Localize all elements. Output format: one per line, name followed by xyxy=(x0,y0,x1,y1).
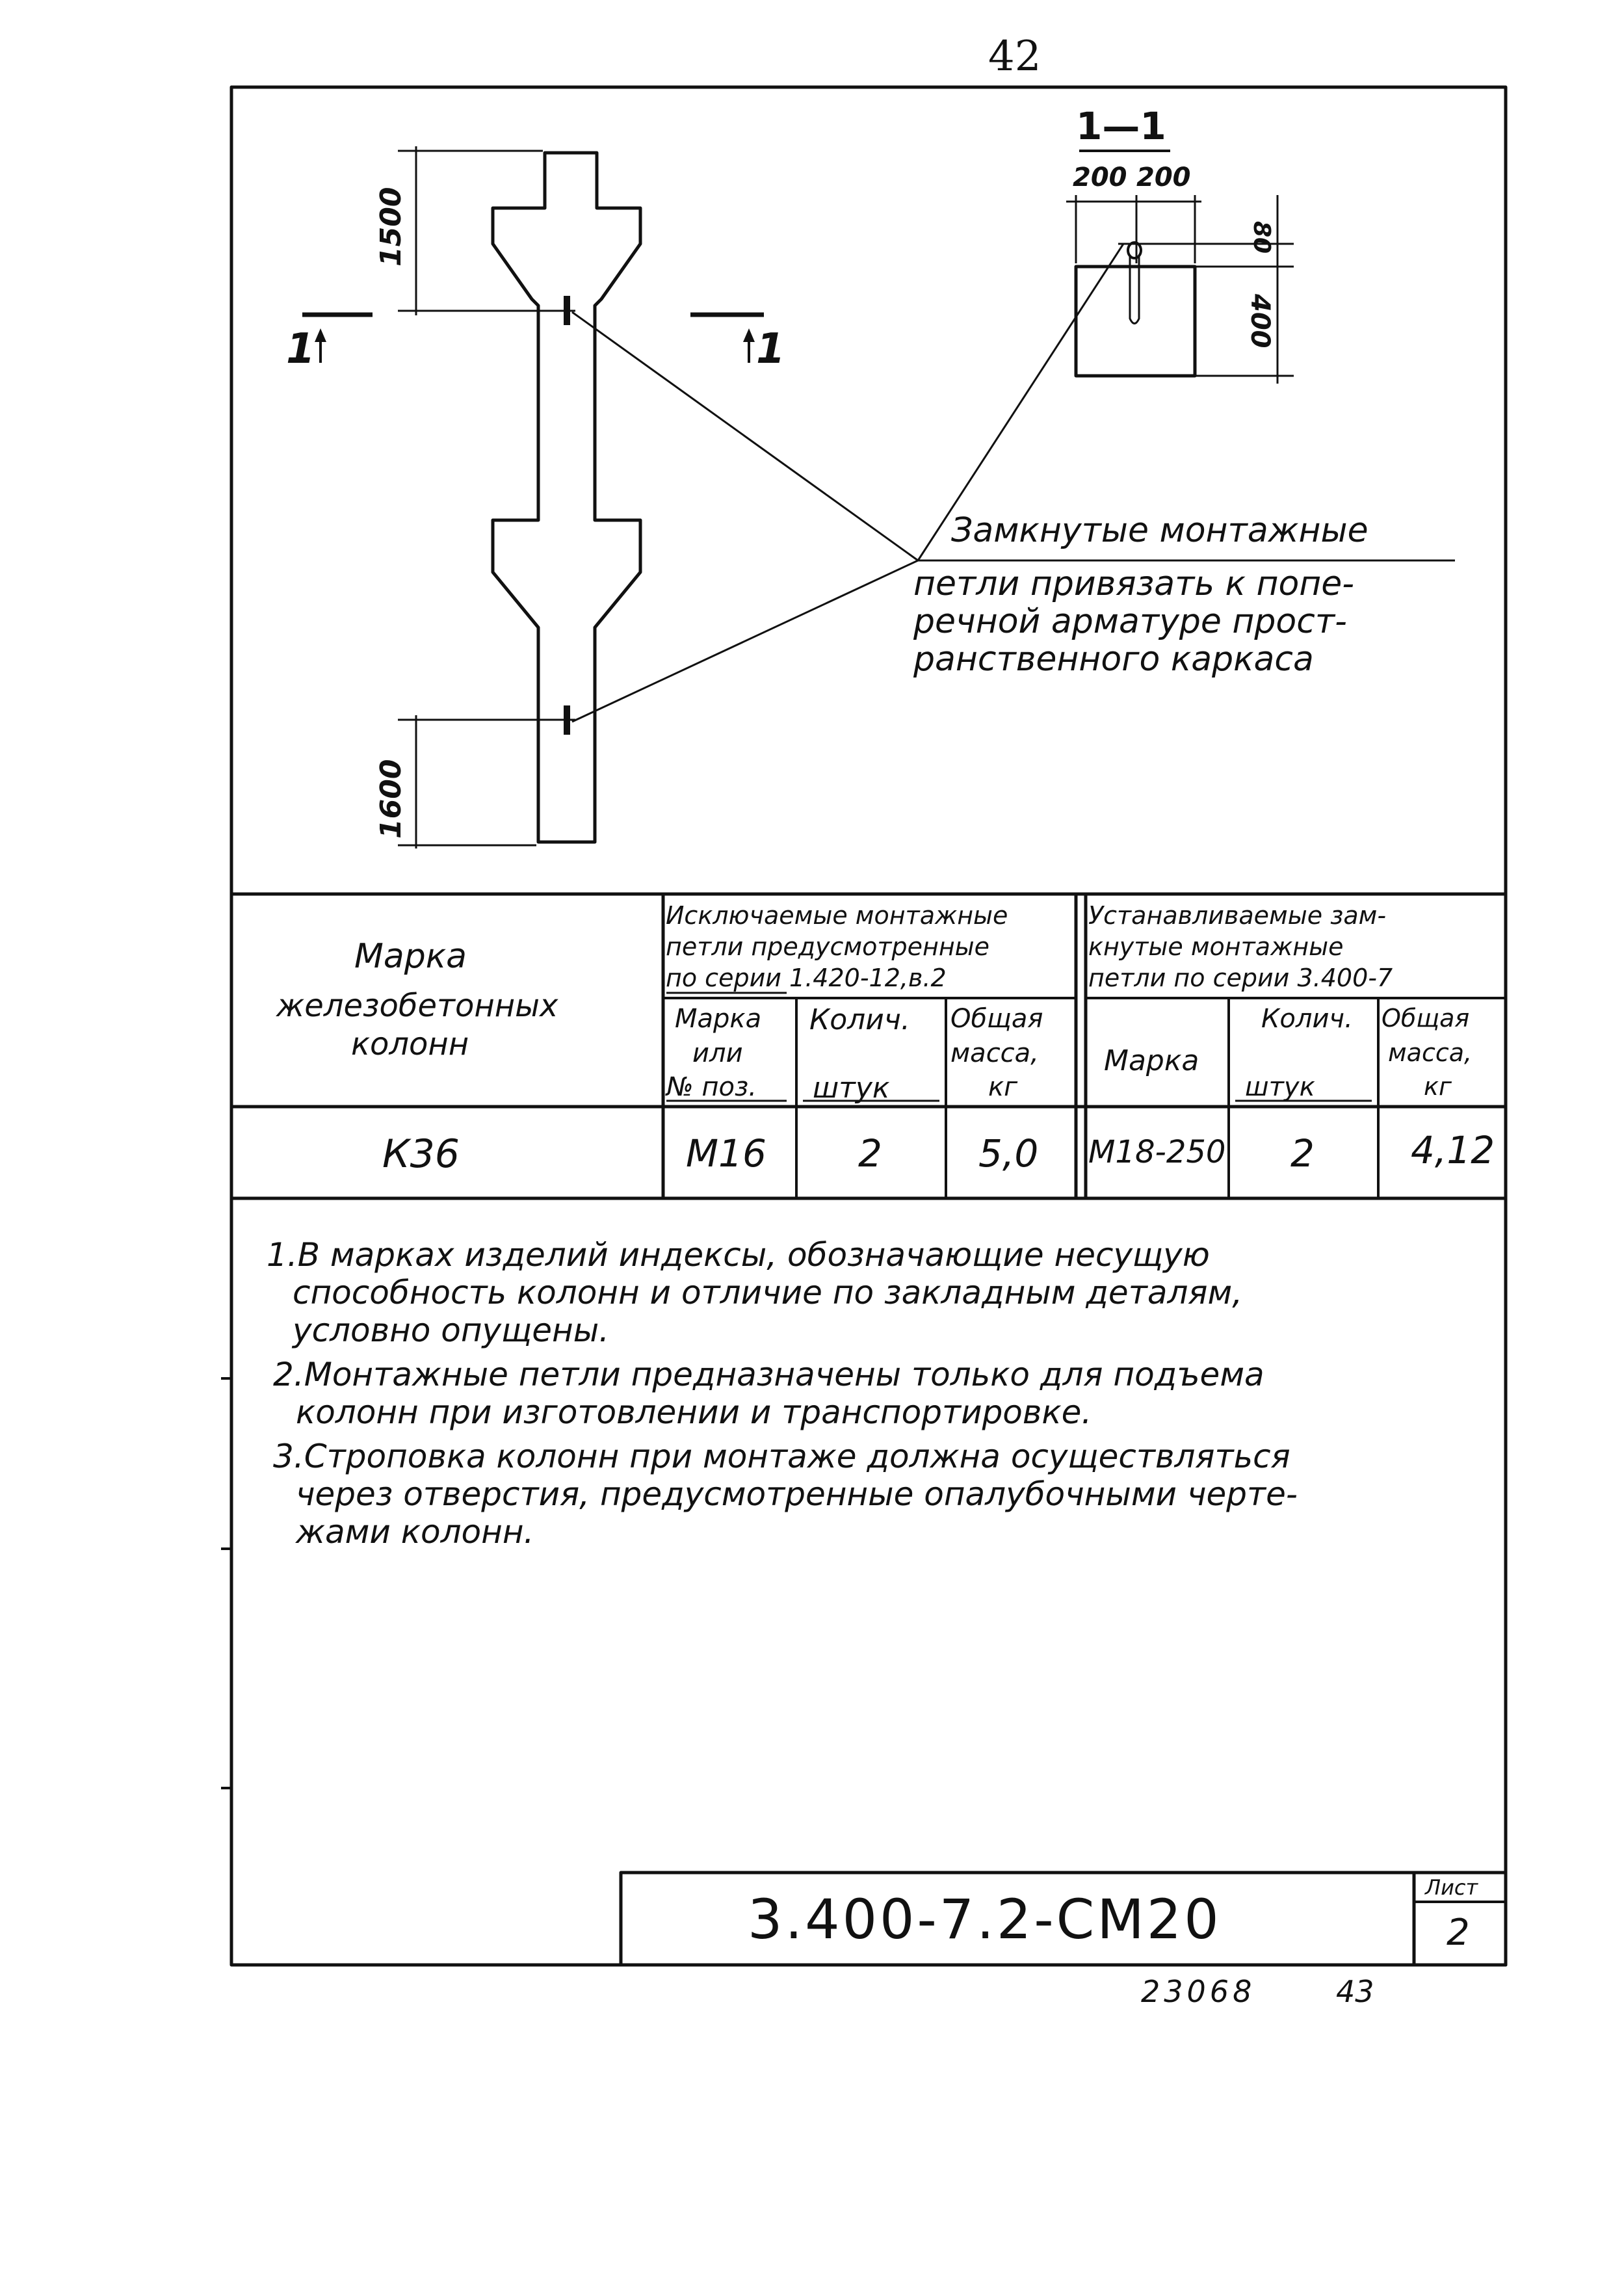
row-g2-qty: 2 xyxy=(1290,1131,1315,1176)
sheet-label: Лист xyxy=(1425,1875,1478,1900)
g1-col-mark-2: или xyxy=(692,1038,743,1068)
section-label: 1—1 xyxy=(1076,104,1166,148)
g2-col-mass-2: масса, xyxy=(1388,1038,1473,1067)
section-dim-top: 80 xyxy=(1248,221,1275,254)
callout-line-3: речной арматуре прост- xyxy=(913,602,1347,641)
elevation-dim-bottom: 1600 xyxy=(374,759,408,839)
table-mark-header-2: железобетонных xyxy=(276,988,558,1024)
g2-col-qty-3: штук xyxy=(1245,1072,1315,1102)
row-g2-mass: 4,12 xyxy=(1411,1128,1495,1172)
page-number: 42 xyxy=(988,33,1041,81)
note-line: колонн при изготовлении и транспортировке. xyxy=(296,1393,1092,1431)
g1-col-mass-1: Общая xyxy=(950,1004,1043,1034)
table-mark-header-1: Марка xyxy=(354,937,467,976)
note-line: 3.Строповка колонн при монтаже должна осуществляться xyxy=(273,1438,1290,1475)
section-dim-left: 200 xyxy=(1073,163,1127,192)
g2-col-mass-3: кг xyxy=(1424,1072,1452,1101)
note-line: 1.В марках изделий индексы, обозначающие несущую xyxy=(267,1236,1210,1274)
note-line: жами колонн. xyxy=(296,1513,534,1551)
note-line: способность колонн и отличие по закладным деталям, xyxy=(293,1274,1243,1311)
group1-header-2: петли предусмотренные xyxy=(666,932,990,961)
note-line: через отверстия, предусмотренные опалубочными черте- xyxy=(296,1475,1298,1513)
sheet-number: 2 xyxy=(1447,1912,1470,1954)
g1-col-qty-3: штук xyxy=(813,1072,890,1105)
row-g2-mark: М18-250 xyxy=(1088,1134,1226,1170)
elevation-dim-top: 1500 xyxy=(374,187,408,267)
note-line: 2.Монтажные петли предназначены только для подъема xyxy=(273,1356,1264,1393)
section-dim-height: 400 xyxy=(1245,294,1275,349)
callout-line-4: ранственного каркаса xyxy=(913,640,1314,679)
group1-header-1: Исключаемые монтажные xyxy=(666,901,1008,930)
callout-line-1: Замкнутые монтажные xyxy=(951,511,1369,550)
g1-col-mass-2: масса, xyxy=(950,1038,1039,1068)
row-g1-mass: 5,0 xyxy=(978,1131,1039,1176)
column-elevation xyxy=(493,153,640,842)
table-mark-header-3: колонн xyxy=(351,1026,469,1062)
cut-label-left: 1 xyxy=(286,325,315,373)
g2-col-qty-1: Колич. xyxy=(1261,1004,1353,1034)
cut-label-right: 1 xyxy=(756,325,785,373)
group1-header-3: по серии 1.420-12,в.2 xyxy=(666,964,947,992)
group2-header-1: Устанавливаемые зам- xyxy=(1088,901,1387,930)
g1-col-mark-3: № поз. xyxy=(666,1072,757,1102)
section-dim-right: 200 xyxy=(1136,163,1191,192)
g1-col-mass-3: кг xyxy=(988,1072,1018,1102)
g1-col-qty-1: Колич. xyxy=(809,1003,910,1036)
column-section xyxy=(1076,267,1195,376)
callout-line-2: петли привязать к попе- xyxy=(913,564,1355,603)
drawing-designation: 3.400-7.2-СМ20 xyxy=(748,1888,1222,1951)
g2-col-mark: Марка xyxy=(1104,1044,1199,1077)
g1-col-mark-1: Марка xyxy=(675,1004,762,1034)
group2-header-2: кнутые монтажные xyxy=(1088,932,1344,961)
archive-number: 23068 xyxy=(1141,1974,1256,2009)
g2-col-mass-1: Общая xyxy=(1382,1004,1470,1033)
group2-header-3: петли по серии 3.400-7 xyxy=(1088,964,1393,992)
row-mark: К36 xyxy=(382,1131,460,1177)
footer-page: 43 xyxy=(1336,1974,1374,2009)
row-g1-qty: 2 xyxy=(858,1131,882,1176)
note-line: условно опущены. xyxy=(293,1311,610,1349)
row-g1-mark: М16 xyxy=(686,1131,766,1176)
